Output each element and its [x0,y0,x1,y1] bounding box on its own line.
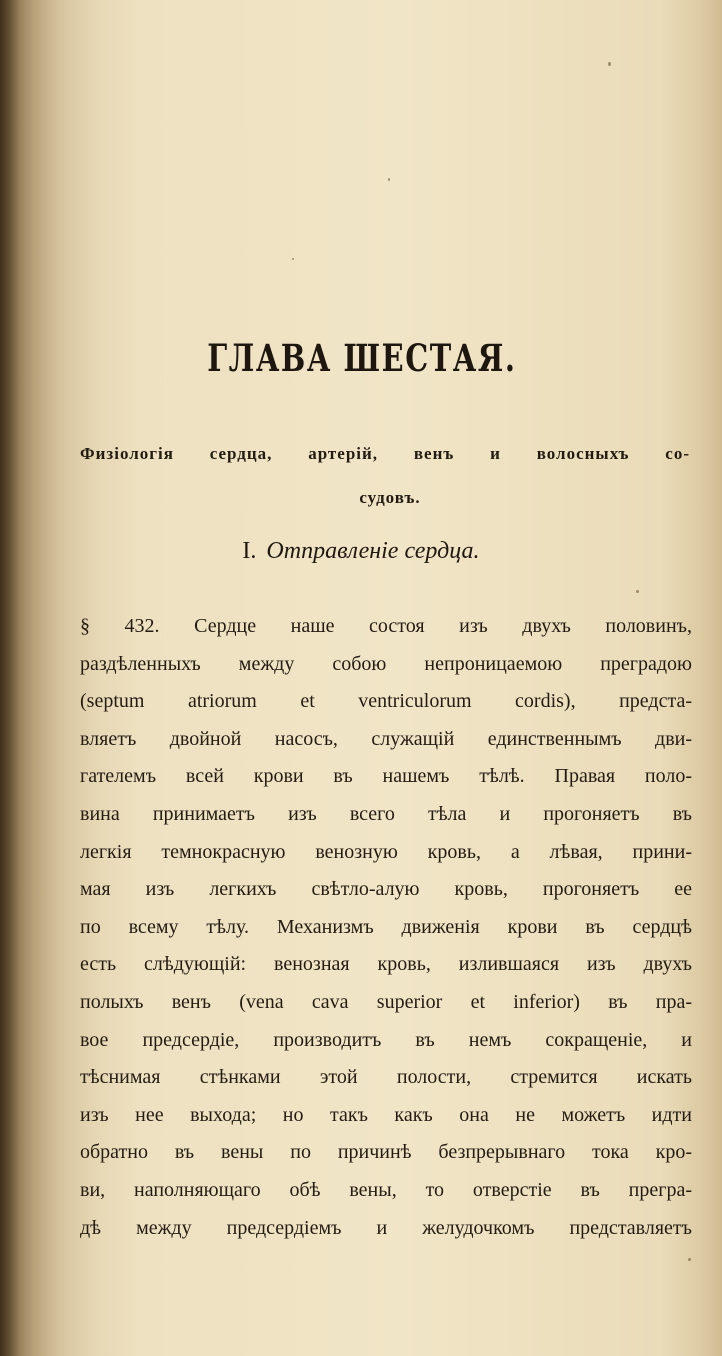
text-line: по всему тѣлу. Механизмъ движенiя крови въ сердцѣ [80,915,692,938]
paper-speck [608,62,611,66]
book-spine-shadow [0,0,20,1356]
text-line: ви, наполняющаго обѣ вены, то отверстiе въ прегра- [80,1178,692,1201]
text-line: тѣснимая стѣнками этой полости, стремится искать [80,1066,692,1089]
paper-speck [636,590,639,593]
text-line: легкiя темнокрасную венозную кровь, а лѣвая, прини- [80,840,692,863]
section-number: I. [242,538,257,564]
text-line: § 432. Сердце наше состоя изъ двухъ половинъ, [80,615,692,637]
text-line: вляетъ двойной насосъ, служащiй единственнымъ дви- [80,727,692,750]
text-line: обратно въ вены по причинѣ безпрерывнаго тока кро- [80,1141,692,1164]
text-line: изъ нее выхода; но такъ какъ она не можетъ идти [80,1103,692,1126]
text-line: гателемъ всей крови въ нашемъ тѣлѣ. Правая поло- [80,765,692,788]
chapter-subtitle [80,432,690,520]
text-line: (septum atriorum et ventriculorum cordis), предста- [80,690,692,713]
text-line: мая изъ легкихъ свѣтло-алую кровь, прогоняетъ ее [80,878,692,901]
text-line: раздѣленныхъ между собою непроницаемою преградою [80,652,692,675]
text-line: полыхъ венъ (vena cava superior et inferior) въ пра- [80,990,692,1013]
text-line: вина принимаетъ изъ всего тѣла и прогоняетъ въ [80,802,692,825]
paper-speck [688,1258,691,1261]
body-paragraph [80,608,692,1247]
chapter-title: ГЛАВА ШЕСТАЯ. [207,336,517,380]
subtitle-line-1: Физiологiя сердца, артерiй, венъ и волосныхъ со- [80,444,690,463]
subtitle-line-2: судовъ. [359,488,421,507]
section-heading [0,538,722,565]
text-line: есть слѣдующiй: венозная кровь, излившаяся изъ двухъ [80,953,692,976]
section-title: Отправленiе сердца. [266,538,480,564]
text-line: вое предсердiе, производитъ въ немъ сокращенiе, и [80,1028,692,1051]
paper-speck [388,178,390,181]
paper-speck [292,258,294,260]
text-line: дѣ между предсердiемъ и желудочкомъ представляетъ [80,1216,692,1239]
